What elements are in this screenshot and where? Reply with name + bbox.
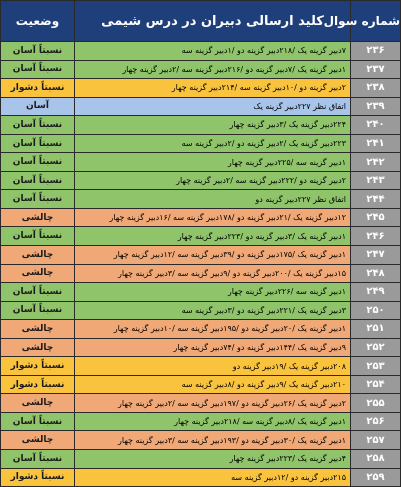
- question-number-cell: ۲۵۵: [351, 394, 401, 413]
- question-number-cell: ۲۵۷: [351, 431, 401, 450]
- table-row: [1, 246, 401, 265]
- answer-key-cell: ۴دبیر گزینه یک /۲۲۳دبیر گزینه چهار: [75, 450, 351, 469]
- question-number-cell: ۲۵۶: [351, 412, 401, 431]
- status-cell: نسبتاً آسان: [1, 450, 75, 469]
- status-cell: نسبتاً آسان: [1, 153, 75, 172]
- header-question-number: شماره سوال: [351, 1, 401, 42]
- question-number-cell: ۲۴۲: [351, 153, 401, 172]
- status-cell: نسبتاً آسان: [1, 42, 75, 61]
- answer-key-cell: ۷دبیر گزینه یک /۲۱۸دبیر گزینه دو /۱دبیر گزینه سه: [75, 42, 351, 61]
- table-row: [1, 190, 401, 209]
- answer-key-cell: ۱دبیر گزینه یک /۳۰دبیر گزینه دو /۱۹۳دبیر گزینه سه /۳دبیر گزینه چهار: [75, 431, 351, 450]
- question-number-cell: ۲۴۹: [351, 283, 401, 302]
- status-cell: چالشی: [1, 394, 75, 413]
- question-number-cell: ۲۵۱: [351, 320, 401, 339]
- question-number-cell: ۲۵۰: [351, 301, 401, 320]
- answer-key-cell: ۱دبیر گزینه یک /۲۰دبیر گزینه دو /۱۹۵دبیر گزینه سه /۱۰دبیر گزینه چهار: [75, 320, 351, 339]
- table-row: [1, 134, 401, 153]
- status-cell: نسبتاً دشوار: [1, 79, 75, 98]
- answer-key-cell: ۲۱۵دبیر گزینه دو /۱۲دبیر گزینه سه: [75, 468, 351, 487]
- answer-key-cell: ۲۲۳دبیر گزینه یک /۲دبیر گزینه دو /۲دبیر گزینه سه: [75, 134, 351, 153]
- header-answer-key: کلید ارسالی دبیران در درس شیمی: [75, 1, 351, 42]
- question-number-cell: ۲۵۸: [351, 450, 401, 469]
- question-number-cell: ۲۵۴: [351, 375, 401, 394]
- status-cell: نسبتاً دشوار: [1, 357, 75, 376]
- answer-key-cell: ۲دبیر گزینه دو /۱۰دبیر گزینه سه /۲۱۴دبیر گزینه چهار: [75, 79, 351, 98]
- answer-key-cell: ۱دبیر گزینه سه /۲۲۵دبیر گزینه چهار: [75, 153, 351, 172]
- table-row: [1, 450, 401, 469]
- question-number-cell: ۲۳۶: [351, 42, 401, 61]
- answer-key-cell: ۱دبیر گزینه یک /۳دبیر گزینه دو /۲۲۳دبیر گزینه چهار: [75, 227, 351, 246]
- table-row: [1, 264, 401, 283]
- question-number-cell: ۲۵۲: [351, 338, 401, 357]
- question-number-cell: ۲۴۰: [351, 116, 401, 135]
- table-row: [1, 468, 401, 487]
- question-number-cell: ۲۴۴: [351, 190, 401, 209]
- question-number-cell: ۲۴۳: [351, 171, 401, 190]
- table-row: [1, 283, 401, 302]
- status-cell: نسبتاً آسان: [1, 301, 75, 320]
- status-cell: نسبتاً آسان: [1, 60, 75, 79]
- status-cell: نسبتاً آسان: [1, 412, 75, 431]
- question-number-cell: ۲۴۶: [351, 227, 401, 246]
- answer-key-cell: ۲۰۸دبیر گزینه یک /۱۹دبیر گزینه دو: [75, 357, 351, 376]
- answer-key-cell: ۱دبیر گزینه یک /۱۷۵دبیر گزینه دو /۳۹دبیر گزینه سه /۱۲دبیر گزینه چهار: [75, 246, 351, 265]
- question-number-cell: ۲۴۷: [351, 246, 401, 265]
- table-row: [1, 116, 401, 135]
- status-cell: نسبتاً دشوار: [1, 468, 75, 487]
- status-cell: نسبتاً آسان: [1, 116, 75, 135]
- answer-key-cell: ۲دبیر گزینه یک /۲۶دبیر گزینه دو /۱۹۷دبیر گزینه سه /۲دبیر گزینه چهار: [75, 394, 351, 413]
- status-cell: نسبتاً دشوار: [1, 375, 75, 394]
- table-row: [1, 97, 401, 116]
- table-row: [1, 338, 401, 357]
- table-row: [1, 60, 401, 79]
- answer-key-cell: ۱۵دبیر گزینه یک /۲۰۰دبیر گزینه دو /۹دبیر گزینه سه /۳دبیر گزینه چهار: [75, 264, 351, 283]
- question-number-cell: ۲۳۷: [351, 60, 401, 79]
- table-row: [1, 42, 401, 61]
- header-status: وضعیت: [1, 1, 75, 42]
- table-row: [1, 375, 401, 394]
- status-cell: نسبتاً آسان: [1, 134, 75, 153]
- status-cell: چالشی: [1, 431, 75, 450]
- question-number-cell: ۲۳۹: [351, 97, 401, 116]
- question-number-cell: ۲۴۱: [351, 134, 401, 153]
- table-row: [1, 208, 401, 227]
- answer-key-cell: اتفاق نظر ۲۲۷دبیر گزینه یک: [75, 97, 351, 116]
- answer-key-cell: ۱دبیر گزینه یک /۸دبیر گزینه سه /۲۱۸دبیر گزینه چهار: [75, 412, 351, 431]
- answer-key-cell: ۱۲دبیر گزینه یک /۲۱دبیر گزینه دو /۱۷۸دبیر گزینه سه /۱۶دبیر گزینه چهار: [75, 208, 351, 227]
- question-number-cell: ۲۳۸: [351, 79, 401, 98]
- table-row: [1, 227, 401, 246]
- answer-key-cell: ۳دبیر گزینه یک /۲۲۱دبیر گزینه دو /۳دبیر گزینه سه: [75, 301, 351, 320]
- status-cell: چالشی: [1, 320, 75, 339]
- table-row: [1, 394, 401, 413]
- table-row: [1, 320, 401, 339]
- table-row: [1, 431, 401, 450]
- answer-key-cell: ۱دبیر گزینه یک /۷دبیر گزینه دو /۲۱۶دبیر گزینه سه /۲دبیر گزینه چهار: [75, 60, 351, 79]
- table-row: [1, 301, 401, 320]
- status-cell: چالشی: [1, 338, 75, 357]
- status-cell: نسبتاً آسان: [1, 190, 75, 209]
- status-cell: نسبتاً آسان: [1, 283, 75, 302]
- answer-key-cell: اتفاق نظر ۲۲۷دبیر گزینه دو: [75, 190, 351, 209]
- answer-key-cell: ۹دبیر گزینه یک /۱۴۴دبیر گزینه دو /۷۴دبیر گزینه چهار: [75, 338, 351, 357]
- question-number-cell: ۲۴۵: [351, 208, 401, 227]
- header-row: [1, 1, 401, 42]
- question-number-cell: ۲۵۳: [351, 357, 401, 376]
- question-number-cell: ۲۵۹: [351, 468, 401, 487]
- table-row: [1, 171, 401, 190]
- status-cell: چالشی: [1, 246, 75, 265]
- question-number-cell: ۲۴۸: [351, 264, 401, 283]
- status-cell: نسبتاً آسان: [1, 227, 75, 246]
- status-cell: چالشی: [1, 264, 75, 283]
- table-row: [1, 412, 401, 431]
- answer-key-cell: ۲۲۴دبیر گزینه یک /۳دبیر گزینه چهار: [75, 116, 351, 135]
- table-row: [1, 153, 401, 172]
- table-row: [1, 357, 401, 376]
- status-cell: نسبتاً آسان: [1, 171, 75, 190]
- answer-key-cell: ۱دبیر گزینه سه /۲۲۶دبیر گزینه چهار: [75, 283, 351, 302]
- table-row: [1, 79, 401, 98]
- status-cell: چالشی: [1, 208, 75, 227]
- answer-key-cell: ۲۱۰دبیر گزینه یک /۹دبیر گزینه دو /۸دبیر گزینه سه: [75, 375, 351, 394]
- status-cell: آسان: [1, 97, 75, 116]
- answer-key-cell: ۲دبیر گزینه دو /۲۲۲دبیر گزینه سه /۲دبیر گزینه چهار: [75, 171, 351, 190]
